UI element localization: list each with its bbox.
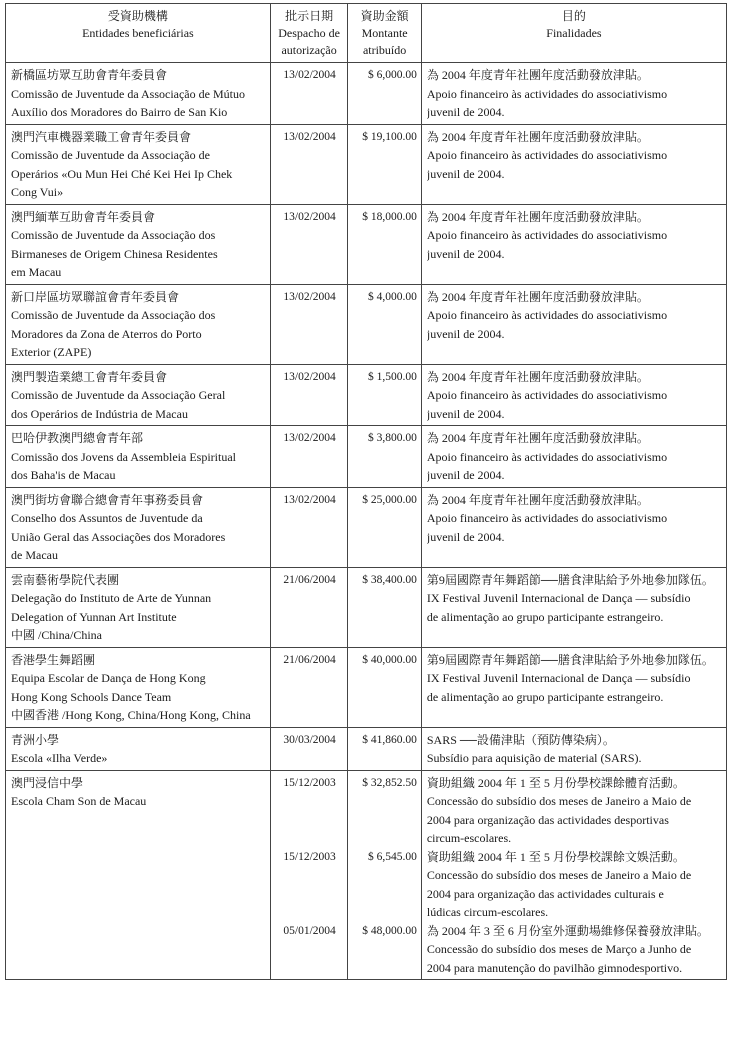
date-cell [270,567,348,647]
entity-name-line: Delegação do Instituto de Arte de Yunnan [11,591,212,605]
amount-cell [348,204,422,284]
entity-name-line: em Macau [11,265,62,279]
purpose-line: Apoio financeiro às actividades do associativismo [426,228,668,242]
entity-name-zh: 澳門街坊會聯合總會青年事務委員會 [11,492,204,507]
header-date: 批示日期 Despacho de autorização [270,4,348,63]
entity-name-line: Comissão dos Jovens da Assembleia Espiritual [11,449,236,464]
amount-cell [348,284,422,364]
purpose-cell [421,487,726,567]
table-row [6,567,727,647]
entity-name-line: Operários «Ou Mun Hei Ché Kei Hei Ip Chek [11,166,233,181]
table-row [6,426,727,488]
purpose-line: juvenil de 2004. [426,105,505,119]
amount-cell [348,567,422,647]
entity-name-line: Comissão de Juventude da Associação dos [11,228,216,242]
purpose-line: 2004 para organização das actividades desportivas [426,812,669,827]
header-entity: 受資助機構 Entidades beneficiárias [6,4,271,63]
purpose-zh: 資助組織 2004 年 1 至 5 月份學校課餘文娛活動。 [426,849,685,864]
purpose-cell [421,567,726,647]
date-cell [270,124,348,204]
grant-amount: $ 19,100.00 [362,130,417,143]
purpose-line: IX Festival Juvenil Internacional de Dança — subsídio [426,591,691,605]
table-row [6,770,727,980]
amount-cell [348,487,422,567]
grant-amount: $ 4,000.00 [367,290,417,303]
entity-name-line: dos Baha'is de Macau [11,468,116,482]
table-row [6,204,727,284]
entity-name-zh: 雲南藝術學院代表團 [11,572,120,587]
purpose-zh: 為 2004 年度青年社團年度活動發放津貼。 [426,209,649,224]
date-cell [270,364,348,426]
grant-amount: $ 18,000.00 [362,210,417,223]
amount-cell [348,63,422,125]
table-row [6,487,727,567]
authorization-date: 13/02/2004 [283,493,336,506]
table-row [6,284,727,364]
grant-amount: $ 6,000.00 [367,69,417,81]
amount-cell [348,647,422,727]
entity-cell [6,426,271,488]
entity-name-line: Comissão de Juventude da Associação dos [11,308,216,322]
entity-name-zh: 香港學生舞蹈團 [11,652,96,667]
grant-amount: $ 38,400.00 [362,573,417,586]
entity-name-line: Escola Cham Son de Macau [11,794,147,808]
purpose-zh: SARS ──設備津貼（預防傳染病）。 [426,732,615,747]
table-row [6,647,727,727]
purpose-line: 2004 para manutenção do pavilhão gimnodesportivo. [426,960,683,975]
purpose-zh: 為 2004 年度青年社團年度活動發放津貼。 [426,68,649,82]
purpose-line: Apoio financeiro às actividades do associativismo [426,511,668,525]
entity-cell [6,63,271,125]
table-row [6,124,727,204]
authorization-date: 15/12/2003 [283,850,336,863]
purpose-line: juvenil de 2004. [426,529,505,544]
entity-name-line: 中國 /China/China [11,628,102,642]
purpose-cell [421,204,726,284]
header-row [6,4,727,63]
purpose-line: de alimentação ao grupo participante estrangeiro. [426,689,664,704]
date-cell [270,487,348,567]
authorization-date: 13/02/2004 [283,370,336,383]
date-cell [270,284,348,364]
entity-name-line: de Macau [11,548,58,562]
table-body [6,63,727,980]
purpose-cell [421,426,726,488]
authorization-date: 13/02/2004 [283,432,336,444]
purpose-line: IX Festival Juvenil Internacional de Dança — subsídio [426,671,691,685]
entity-name-line: Escola «Ilha Verde» [11,751,108,765]
entity-name-zh: 新橋區坊眾互助會青年委員會 [11,68,168,82]
purpose-zh: 為 2004 年度青年社團年度活動發放津貼。 [426,431,649,445]
purpose-line: juvenil de 2004. [426,406,505,421]
authorization-date: 13/02/2004 [283,210,336,223]
authorization-date: 21/06/2004 [283,573,336,586]
grant-amount: $ 41,860.00 [362,733,417,746]
date-cell [270,426,348,488]
purpose-line: Concessão do subsídio dos meses de Março a Junho de [426,942,692,956]
entity-cell [6,124,271,204]
purpose-zh: 為 2004 年 3 至 6 月份室外運動場維修保養發放津貼。 [426,923,709,938]
purpose-zh: 資助組織 2004 年 1 至 5 月份學校課餘體育活動。 [426,775,685,790]
purpose-line: juvenil de 2004. [426,166,505,181]
grants-table [5,3,727,980]
entity-name-line: 中國香港 /Hong Kong, China/Hong Kong, China [11,708,251,722]
date-cell [270,770,348,980]
entity-name-line: União Geral das Associações dos Moradores [11,529,226,544]
grant-amount: $ 32,852.50 [362,776,417,789]
grant-amount: $ 1,500.00 [367,370,417,383]
purpose-cell [421,124,726,204]
purpose-zh: 為 2004 年度青年社團年度活動發放津貼。 [426,369,649,384]
grant-amount: $ 40,000.00 [362,653,417,666]
entity-name-line: Moradores da Zona de Aterros do Porto [11,326,202,341]
entity-cell [6,647,271,727]
purpose-line: circum-escolares. [426,831,512,845]
entity-name-zh: 巴哈伊教澳門總會青年部 [11,431,144,445]
date-cell [270,63,348,125]
purpose-line: de alimentação ao grupo participante estrangeiro. [426,609,664,624]
purpose-line: Apoio financeiro às actividades do associativismo [426,308,668,322]
purpose-zh: 第9屆國際青年舞蹈節──膳食津貼給予外地參加隊伍。 [426,572,714,587]
entity-cell [6,770,271,980]
purpose-zh: 為 2004 年度青年社團年度活動發放津貼。 [426,492,649,507]
purpose-line: lúdicas circum-escolares. [426,905,549,919]
entity-name-line: Auxílio dos Moradores do Bairro de San Kio [11,105,228,119]
entity-cell [6,487,271,567]
authorization-date: 13/02/2004 [283,130,336,143]
purpose-cell [421,284,726,364]
amount-cell [348,770,422,980]
purpose-cell [421,63,726,125]
entity-name-zh: 澳門製造業總工會青年委員會 [11,369,168,384]
purpose-line: Apoio financeiro às actividades do associativismo [426,388,668,402]
date-cell [270,647,348,727]
entity-name-line: Hong Kong Schools Dance Team [11,689,172,704]
date-cell [270,727,348,770]
entity-name-line: Equipa Escolar de Dança de Hong Kong [11,671,206,685]
header-amount: 資助金額 Montante atribuído [348,4,422,63]
entity-name-line: Birmaneses de Origem Chinesa Residentes [11,246,218,261]
purpose-line: juvenil de 2004. [426,326,505,341]
purpose-cell [421,647,726,727]
table-row [6,63,727,125]
table-row [6,364,727,426]
table-row [6,727,727,770]
amount-cell [348,426,422,488]
purpose-line: Apoio financeiro às actividades do associativismo [426,86,668,101]
purpose-line: Concessão do subsídio dos meses de Janeiro a Maio de [426,868,692,882]
purpose-line: juvenil de 2004. [426,468,505,482]
grant-amount: $ 3,800.00 [367,432,417,444]
entity-name-zh: 新口岸區坊眾聯誼會青年委員會 [11,289,180,304]
authorization-date: 13/02/2004 [283,290,336,303]
authorization-date: 13/02/2004 [283,69,336,81]
purpose-cell [421,364,726,426]
entity-name-line: Comissão de Juventude da Associação de [11,148,210,162]
purpose-line: Apoio financeiro às actividades do associativismo [426,449,668,464]
date-cell [270,204,348,284]
entity-name-zh: 青洲小學 [11,732,60,747]
grant-amount: $ 25,000.00 [362,493,417,506]
entity-name-line: Exterior (ZAPE) [11,345,92,359]
entity-name-zh: 澳門浸信中學 [11,775,84,790]
entity-cell [6,727,271,770]
purpose-zh: 第9屆國際青年舞蹈節──膳食津貼給予外地參加隊伍。 [426,652,714,667]
entity-name-line: dos Operários de Indústria de Macau [11,406,188,421]
purpose-line: Concessão do subsídio dos meses de Janeiro a Maio de [426,794,692,808]
entity-name-zh: 澳門汽車機器業職工會青年委員會 [11,129,192,144]
entity-cell [6,204,271,284]
authorization-date: 30/03/2004 [283,733,336,746]
purpose-cell [421,770,726,980]
purpose-zh: 為 2004 年度青年社團年度活動發放津貼。 [426,129,649,144]
entity-cell [6,364,271,426]
purpose-line: juvenil de 2004. [426,246,505,261]
purpose-line: 2004 para organização das actividades culturais e [426,886,664,901]
amount-cell [348,124,422,204]
purpose-line: Apoio financeiro às actividades do associativismo [426,148,668,162]
purpose-line: Subsídio para aquisição de material (SARS). [426,751,642,765]
entity-cell [6,284,271,364]
grant-amount: $ 48,000.00 [362,924,417,937]
header-purpose: 目的 Finalidades [421,4,726,63]
entity-name-line: Conselho dos Assuntos de Juventude da [11,511,203,525]
purpose-cell [421,727,726,770]
authorization-date: 15/12/2003 [283,776,336,789]
amount-cell [348,727,422,770]
entity-cell [6,567,271,647]
entity-name-zh: 澳門緬華互助會青年委員會 [11,209,156,224]
entity-name-line: Comissão de Juventude da Associação Geral [11,388,226,402]
authorization-date: 21/06/2004 [283,653,336,666]
purpose-zh: 為 2004 年度青年社團年度活動發放津貼。 [426,289,649,304]
entity-name-line: Delegation of Yunnan Art Institute [11,609,177,624]
entity-name-line: Comissão de Juventude da Associação de Mútuo [11,86,245,101]
amount-cell [348,364,422,426]
entity-name-line: Cong Vui» [11,185,64,199]
authorization-date: 05/01/2004 [283,924,336,937]
grant-amount: $ 6,545.00 [367,850,417,863]
